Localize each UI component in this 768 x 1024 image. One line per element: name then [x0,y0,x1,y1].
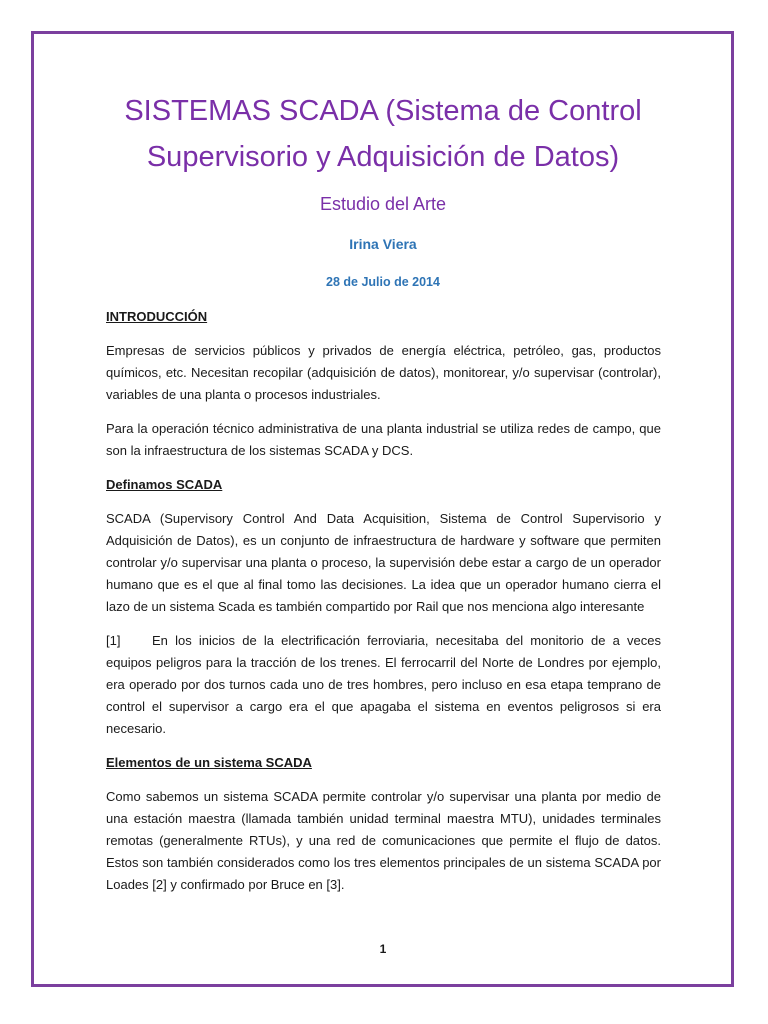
title-line-1: SISTEMAS SCADA (Sistema de Control [124,95,642,127]
section-heading-introduccion: INTRODUCCIÓN [106,309,208,324]
intro-paragraph-2: Para la operación técnico administrativa de una planta industrial se utiliza redes de campo, que son la infraestructura de los sistemas SCADA y DCS. [106,421,661,458]
citation-paragraph [106,630,661,740]
title-line-2: Supervisorio y Adquisición de Datos) [146,141,620,173]
document-date: 28 de Julio de 2014 [326,275,440,289]
intro-paragraph-1: Empresas de servicios públicos y privados de energía eléctrica, petróleo, gas, productos químicos, etc. Necesitan recopilar (adquisición de datos), monitorear, y/o supervisar (controlar), variables de una planta o procesos industriales. [106,343,661,402]
document-body [106,306,661,908]
document-subtitle: Estudio del Arte [319,194,447,214]
section-heading-elementos: Elementos de un sistema SCADA [106,755,312,770]
definition-paragraph: SCADA (Supervisory Control And Data Acquisition, Sistema de Control Supervisorio y Adquisición de Datos), es un conjunto de infraestructura de hardware y software que permiten controlar y/o supervisar una planta o proceso, la supervisión debe estar a cargo de un operador humano que es el que al final tomo las decisiones. La idea que un operador humano cierra el lazo de un sistema Scada es también compartido por Rail que nos menciona algo interesante [106,511,661,614]
document-author: Irina Viera [349,236,417,252]
section-heading-definamos-scada: Definamos SCADA [106,477,223,492]
citation-text: En los inicios de la electrificación ferroviaria, necesitaba del monitorio de a veces equipos peligros para la tracción de los trenes. El ferrocarril del Norte de Londres por ejemplo, era operado por dos turnos cada uno de tres hombres, pero incluso en esa etapa temprano de control el supervisor a cargo era el que apagaba el sistema en eventos peligrosos si era necesario. [106,633,661,736]
elements-paragraph: Como sabemos un sistema SCADA permite controlar y/o supervisar una planta por medio de una estación maestra (llamada también unidad terminal maestra MTU), unidades terminales remotas (generalmente RTUs), y una red de comunicaciones que permite el flujo de datos. Estos son también considerados como los tres elementos principales de un sistema SCADA por Loades [2] y confirmado por Bruce en [3]. [106,789,661,892]
document-title [60,88,706,180]
citation-reference: [1] [106,633,121,648]
page-number: 1 [379,942,387,956]
